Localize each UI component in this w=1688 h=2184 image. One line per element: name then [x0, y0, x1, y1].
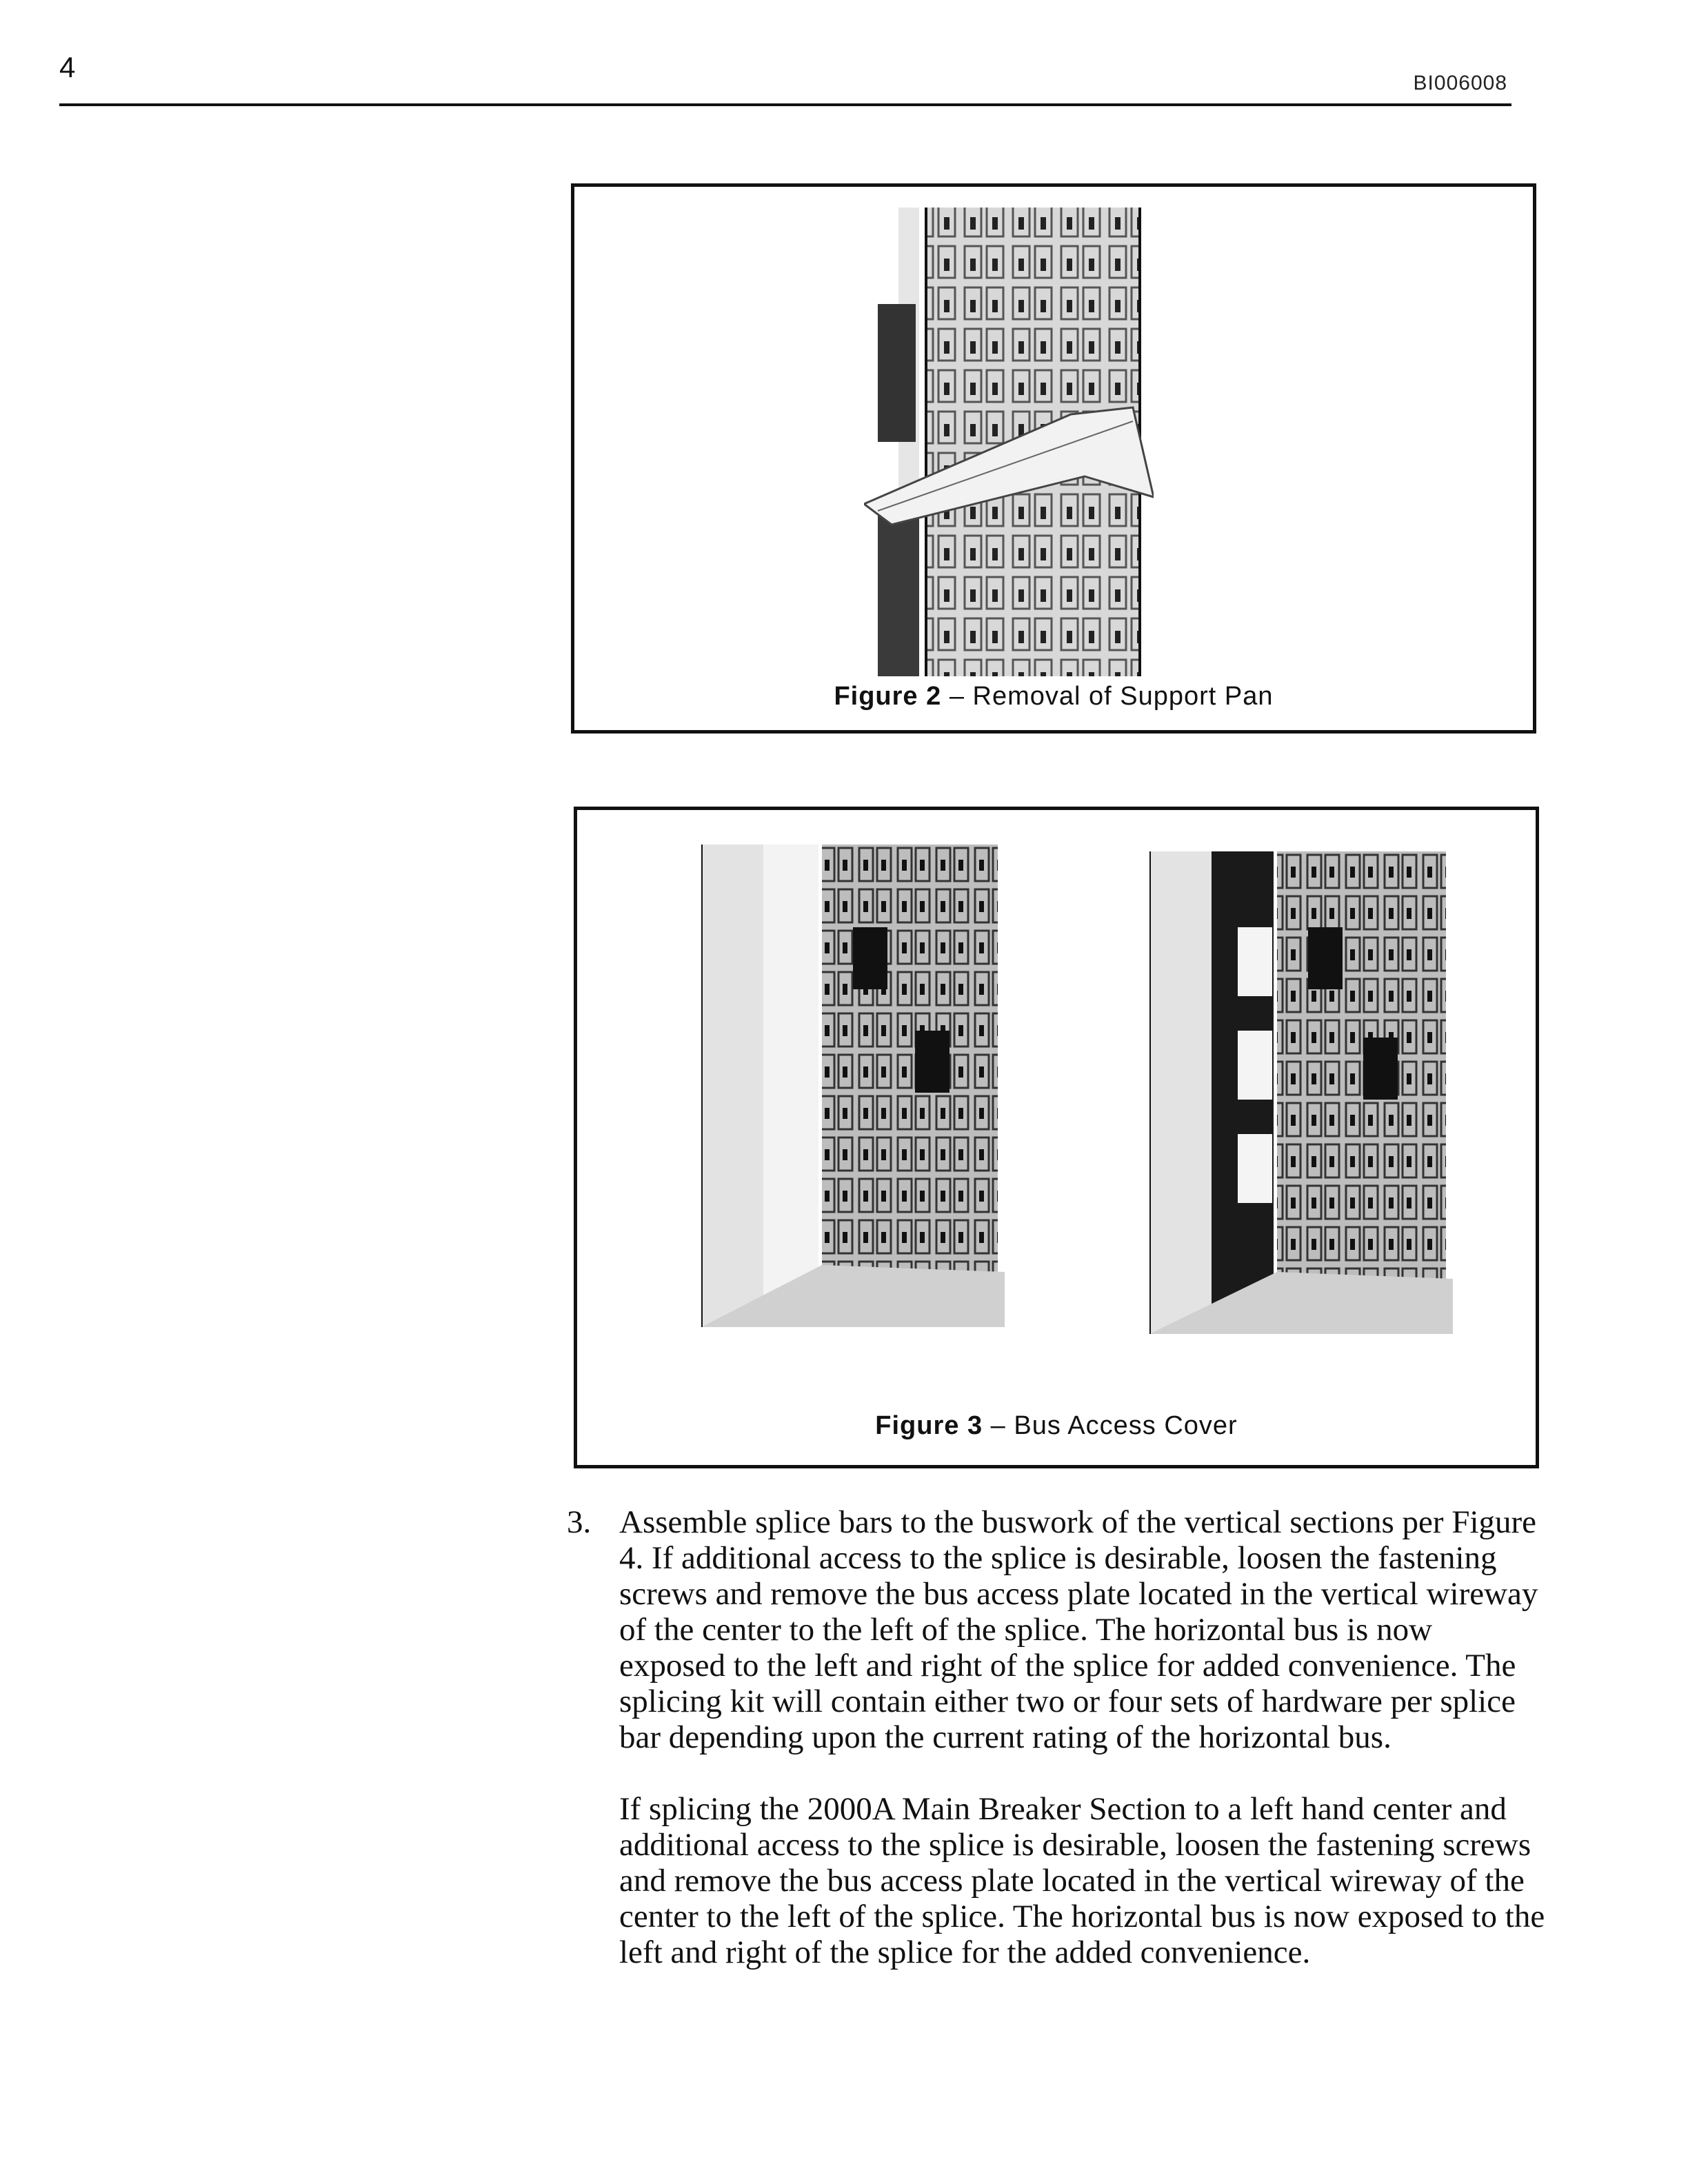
figure-2-caption-text: – Removal of Support Pan: [949, 682, 1274, 711]
paragraph-2000a: If splicing the 2000A Main Breaker Section to a left hand center and additional access to the splice is desirable, loosen the fastening screws and remove the bus access plate located in the vertical wireway of the center to the left of the splice. The horizontal bus is now exposed to the left and right of the splice for the added convenience.: [619, 1791, 1545, 1970]
figure-3-photo-left: [701, 845, 1005, 1327]
document-id: BI006008: [1413, 72, 1507, 94]
body-text: [567, 1504, 1546, 1970]
page-number: 4: [59, 51, 76, 83]
figure-2-photo: [864, 201, 1154, 676]
figure-3-caption: [577, 1411, 1536, 1441]
header-rule: [59, 103, 1511, 106]
figure-2-caption: [574, 682, 1533, 711]
figure-3-photo-right: [1149, 851, 1453, 1334]
figure-3-caption-text: – Bus Access Cover: [990, 1411, 1238, 1440]
step-number: 3.: [567, 1504, 592, 1540]
figure-3: [574, 807, 1539, 1468]
step-3-text: Assemble splice bars to the buswork of the vertical sections per Figure 4. If additional access to the splice is desirable, loosen the fastening screws and remove the bus access plate located in the vertical wireway of the center to the left of the splice. The horizontal bus is now exposed to the left and right of the splice for added convenience. The splicing kit will contain either two or four sets of hardware per splice bar depending upon the current rating of the horizontal bus.: [619, 1504, 1538, 1755]
step-3: [567, 1504, 1546, 1755]
figure-3-label: Figure 3: [875, 1411, 983, 1440]
figure-2: [571, 183, 1536, 734]
figure-2-label: Figure 2: [834, 682, 942, 711]
